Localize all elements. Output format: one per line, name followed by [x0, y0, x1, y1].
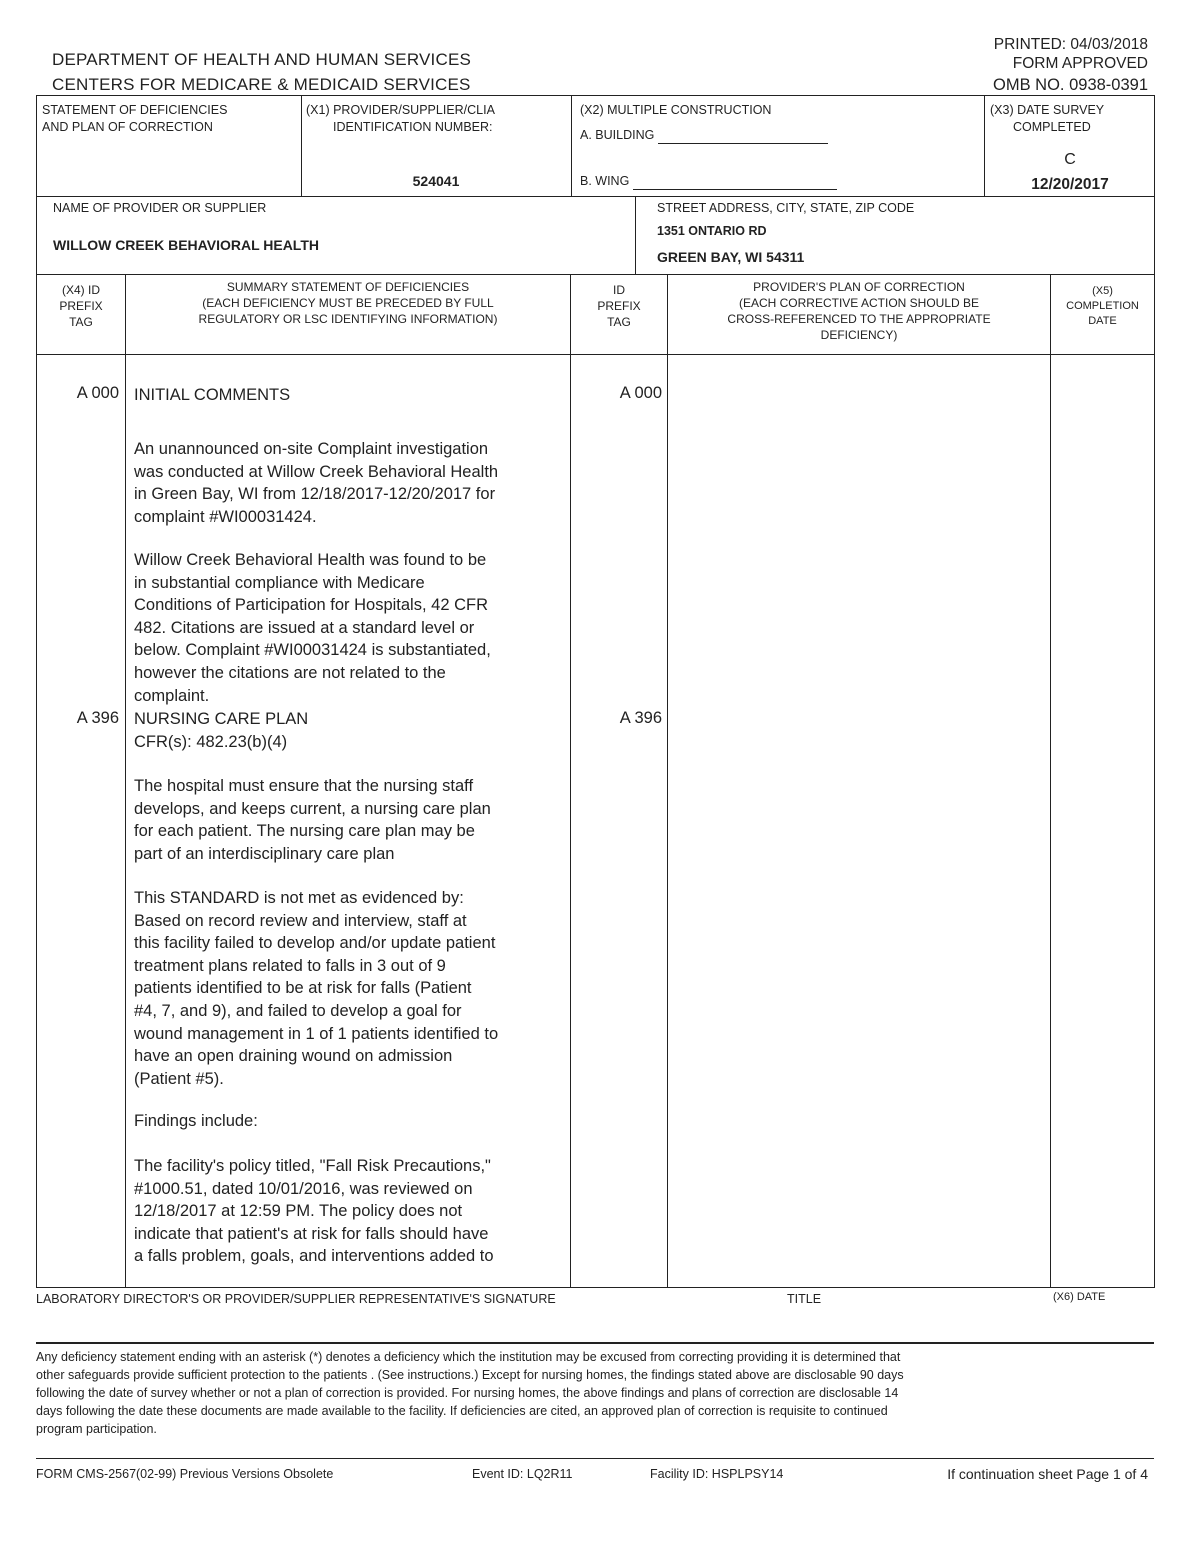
event-id: Event ID: LQ2R11 [472, 1467, 573, 1481]
provider-name-label: NAME OF PROVIDER OR SUPPLIER [53, 201, 267, 215]
form-approved: FORM APPROVED [1012, 55, 1148, 72]
wing-blank [633, 177, 837, 190]
street-address: 1351 ONTARIO RD [657, 224, 767, 238]
survey-code: C [1064, 151, 1076, 168]
printed-date: PRINTED: 04/03/2018 [993, 36, 1148, 53]
provider-name: WILLOW CREEK BEHAVIORAL HEALTH [53, 237, 319, 253]
facility-id: Facility ID: HSPLPSY14 [650, 1467, 784, 1481]
disclaimer-text: Any deficiency statement ending with an asterisk (*) denotes a deficiency which the institution may be excused from correcting providing it is determined that other safeguards provide sufficient protection to the patients . (See instructions.) Except for nursing homes, the findings stated above are disclosable 90 days following the date of survey whether or not a plan of correction is provided. For nursing homes, the above findings and plans of correction are disclosable 14 days following the date these documents are made available to the facility. If deficiencies are cited, an approved plan of correction is requisite to continued program participation. [36, 1350, 904, 1436]
title-label: TITLE [787, 1292, 822, 1306]
building-field: A. BUILDING [580, 127, 828, 144]
summary-column-header: SUMMARY STATEMENT OF DEFICIENCIES (EACH DEFICIENCY MUST BE PRECEDED BY FULL REGULATORY OR LSC IDENTIFYING INFORMATION) [198, 280, 498, 326]
form-number: FORM CMS-2567(02-99) Previous Versions Obsolete [36, 1467, 334, 1481]
continuation-page: If continuation sheet Page 1 of 4 [947, 1466, 1148, 1482]
signature-divider [36, 1342, 1154, 1344]
x4-tag-a000: A 000 [76, 384, 119, 402]
statement-label: STATEMENT OF DEFICIENCIES AND PLAN OF CORRECTION [42, 103, 228, 134]
survey-completed-date: 12/20/2017 [1031, 176, 1109, 193]
building-blank [658, 131, 828, 144]
x5-column-header: (X5) COMPLETION DATE [1066, 285, 1139, 327]
x1-label: (X1) PROVIDER/SUPPLIER/CLIA IDENTIFICATION NUMBER: [306, 103, 495, 134]
complaint-investigation-paragraph: An unannounced on-site Complaint investigation was conducted at Willow Creek Behavioral Health in Green Bay, WI from 12/18/2017-12/20/2017 for complaint #WI00031424. [134, 440, 499, 526]
x4-tag-a396: A 396 [76, 709, 119, 727]
x4-column-header: (X4) ID PREFIX TAG [59, 283, 103, 329]
id-tag-a000: A 000 [619, 384, 662, 402]
id-tag-a396: A 396 [619, 709, 662, 727]
initial-comments-heading: INITIAL COMMENTS [134, 386, 291, 404]
department-title: DEPARTMENT OF HEALTH AND HUMAN SERVICES [52, 50, 472, 69]
city-state-zip: GREEN BAY, WI 54311 [657, 249, 805, 265]
id-column-header: ID PREFIX TAG [597, 283, 641, 329]
standard-not-met-paragraph: This STANDARD is not met as evidenced by: Based on record review and interview, staff at this facility failed to develop and/or update patient treatment plans related to falls in 3 out of 9 patients identified to be at risk for falls (Patient #4, 7, and 9), and failed to develop a goal for wound management in 1 of 1 patients identified to have an open draining wound on admission (Patient #5). [134, 889, 499, 1088]
footer-divider [36, 1458, 1154, 1459]
fall-risk-policy-paragraph: The facility's policy titled, "Fall Risk Precautions," #1000.51, dated 10/01/2016, was reviewed on 12/18/2017 at 12:59 PM. The policy does not indicate that patient's at risk for falls should have a falls problem, goals, and interventions added to [134, 1157, 494, 1266]
address-label: STREET ADDRESS, CITY, STATE, ZIP CODE [657, 201, 915, 215]
provider-id-number: 524041 [412, 173, 460, 189]
plan-column-header: PROVIDER'S PLAN OF CORRECTION (EACH CORRECTIVE ACTION SHOULD BE CROSS-REFERENCED TO THE APPROPRIATE DEFICIENCY) [727, 280, 991, 342]
x6-date-label: (X6) DATE [1053, 1291, 1106, 1303]
omb-number: OMB NO. 0938-0391 [993, 76, 1148, 94]
cfr-reference: CFR(s): 482.23(b)(4) [134, 733, 288, 751]
signature-label: LABORATORY DIRECTOR'S OR PROVIDER/SUPPLIER REPRESENTATIVE'S SIGNATURE [36, 1292, 556, 1306]
compliance-paragraph: Willow Creek Behavioral Health was found to be in substantial compliance with Medicare Conditions of Participation for Hospitals, 42 CFR 482. Citations are issued at a standard level or below. Complaint #WI00031424 is substantiated, however the citations are not related to the complaint. [134, 551, 491, 705]
x3-label: (X3) DATE SURVEY COMPLETED [990, 103, 1105, 134]
nursing-requirement-paragraph: The hospital must ensure that the nursing staff develops, and keeps current, a nursing care plan for each patient. The nursing care plan may be part of an interdisciplinary care plan [134, 777, 491, 863]
findings-heading: Findings include: [134, 1112, 258, 1130]
x2-label: (X2) MULTIPLE CONSTRUCTION [580, 103, 772, 117]
nursing-care-plan-heading: NURSING CARE PLAN [134, 710, 309, 728]
agency-title: CENTERS FOR MEDICARE & MEDICAID SERVICES [52, 75, 471, 94]
wing-field: B. WING [580, 173, 837, 190]
